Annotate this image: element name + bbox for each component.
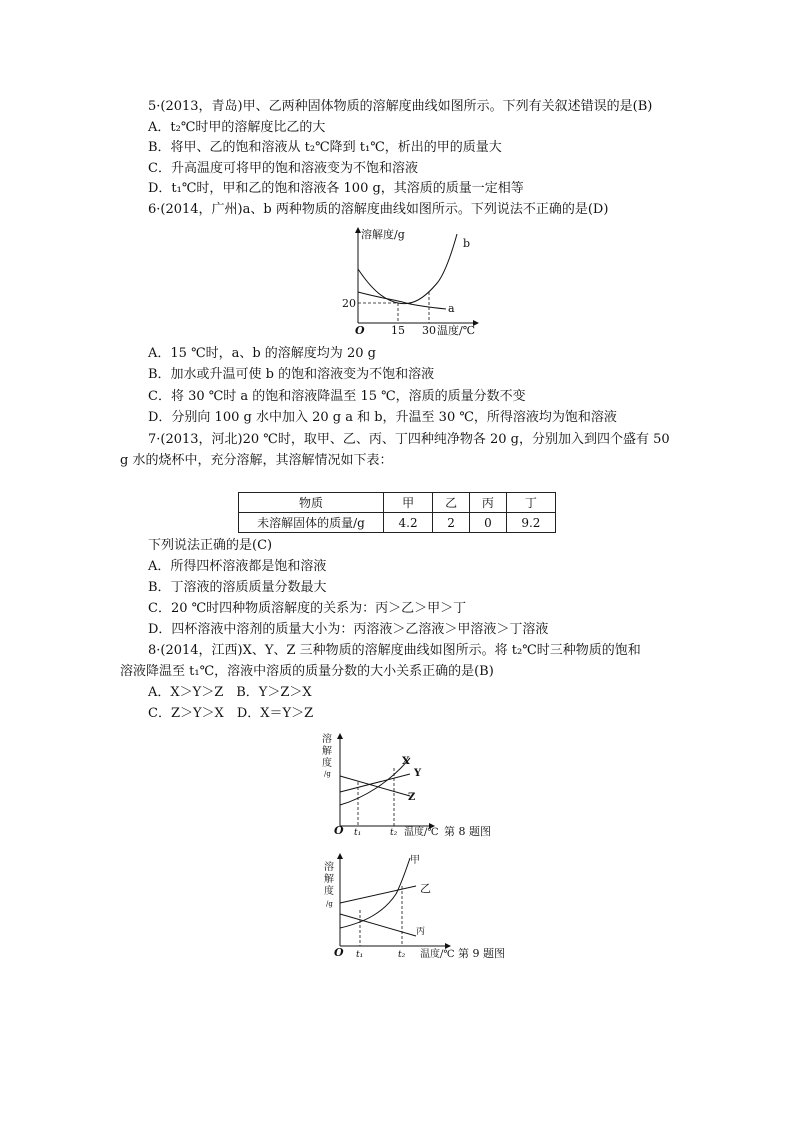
q9-xlabel: 温度/℃ [420,949,455,960]
q6-option-d: D．分别向 100 g 水中加入 20 g a 和 b，升温至 30 ℃，所得溶液均为饱和溶液 [148,410,617,425]
q8-label-z: Z [408,792,416,803]
table-cell: 2 [433,513,470,533]
table-row [239,493,556,513]
q8-origin: O [334,824,344,837]
q8-curve-z [340,776,410,796]
q8-ylabel-3: 度 [322,758,332,769]
table-cell: 4.2 [384,513,433,533]
q7-option-a: A．所得四杯溶液都是饱和溶液 [148,559,327,574]
q7-option-d: D．四杯溶液中溶剂的质量大小为：丙溶液＞乙溶液＞甲溶液＞丁溶液 [148,622,549,637]
q8-stem-line2: 溶液降温至 t₁℃，溶液中溶质的质量分数的大小关系正确的是(B) [120,664,494,679]
q8-tick-t2: t₂ [390,828,398,838]
q6-ylabel: 溶解度/g [361,228,405,241]
q9-origin: O [334,946,344,959]
q8-stem-line1: 8·(2014，江西)X、Y、Z 三种物质的溶解度曲线如图所示。将 t₂℃时三种物质的饱和 [148,643,641,658]
q7-lead: 下列说法正确的是(C) [148,538,273,553]
table-header-cell: 甲 [384,493,433,513]
table-header-cell: 乙 [433,493,470,513]
q8-solubility-graph [318,730,508,845]
q9-curve-yi [340,886,416,903]
q9-ylabel-1: 溶 [324,862,334,873]
q8-tick-t1: t₁ [354,828,362,838]
q5-option-b: B．将甲、乙的饱和溶液从 t₂℃降到 t₁℃，析出的甲的质量大 [148,140,502,155]
q6-option-b: B．加水或升温可使 b 的饱和溶液变为不饱和溶液 [148,367,435,382]
table-header-cell: 丙 [469,493,506,513]
table-header-cell: 物质 [239,493,384,513]
q8-ylabel-1: 溶 [322,734,332,745]
q7-solubility-table [238,492,556,533]
q5-stem: 5·(2013，青岛)甲、乙两种固体物质的溶解度曲线如图所示。下列有关叙述错误的是(B) [148,99,653,114]
q9-tick-t2: t₂ [398,950,406,960]
table-cell: 未溶解固体的质量/g [239,513,384,533]
q5-option-d: D．t₁℃时，甲和乙的饱和溶液各 100 g，其溶质的质量一定相等 [148,181,524,196]
q8-ylabel-4: /g [324,770,331,778]
q5-option-a: A．t₂℃时甲的溶解度比乙的大 [148,120,326,135]
q7-option-c: C．20 ℃时四种物质溶解度的关系为：丙＞乙＞甲＞丁 [148,601,467,616]
q6-tick-20: 20 [342,297,356,310]
table-cell: 9.2 [506,513,555,533]
q6-origin: O [355,324,365,337]
q7-option-b: B．丁溶液的溶质质量分数最大 [148,580,327,595]
q6-curve-b [358,234,457,304]
q6-label-b: b [463,237,471,250]
q9-ylabel-3: 度 [324,886,334,897]
table-row [239,513,556,533]
q8-options-ab: A．X＞Y＞Z B．Y＞Z＞X [148,685,312,700]
q8-caption: 第 8 题图 [444,825,491,838]
q5-option-c: C．升高温度可将甲的饱和溶液变为不饱和溶液 [148,161,418,176]
q6-xlabel: 温度/℃ [437,324,476,337]
q8-curve-x [340,758,410,805]
q6-label-a: a [448,302,455,315]
q9-label-bing: 丙 [416,927,426,937]
q6-stem: 6·(2014，广州)a、b 两种物质的溶解度曲线如图所示。下列说法不正确的是(D) [148,202,609,217]
q9-solubility-graph [318,850,528,965]
q9-label-jia: 甲 [410,855,420,866]
q9-ylabel-2: 解 [324,874,334,885]
q6-solubility-graph [336,226,496,342]
q9-caption: 第 9 题图 [458,947,505,960]
q8-ylabel-2: 解 [322,746,332,757]
q8-options-cd: C．Z＞Y＞X D．X＝Y＞Z [148,706,314,721]
q6-option-c: C．将 30 ℃时 a 的饱和溶液降温至 15 ℃，溶质的质量分数不变 [148,389,526,404]
q8-xlabel: 温度/℃ [404,827,439,838]
q6-tick-15: 15 [391,324,405,337]
q7-stem-line2: g 水的烧杯中，充分溶解，其溶解情况如下表： [120,453,393,468]
q9-ylabel-4: /g [326,900,333,908]
q6-tick-30: 30 [422,324,436,337]
table-header-cell: 丁 [506,493,555,513]
q6-curve-a [358,292,446,309]
q9-label-yi: 乙 [420,882,431,895]
q6-option-a: A．15 ℃时，a、b 的溶解度均为 20 g [148,346,376,361]
q8-label-y: Y [414,768,422,779]
table-cell: 0 [469,513,506,533]
q7-stem-line1: 7·(2013，河北)20 ℃时，取甲、乙、丙、丁四种纯净物各 20 g，分别加入到四个盛有 50 [148,432,670,447]
q8-label-x: X [402,756,410,767]
q9-tick-t1: t₁ [356,950,364,960]
